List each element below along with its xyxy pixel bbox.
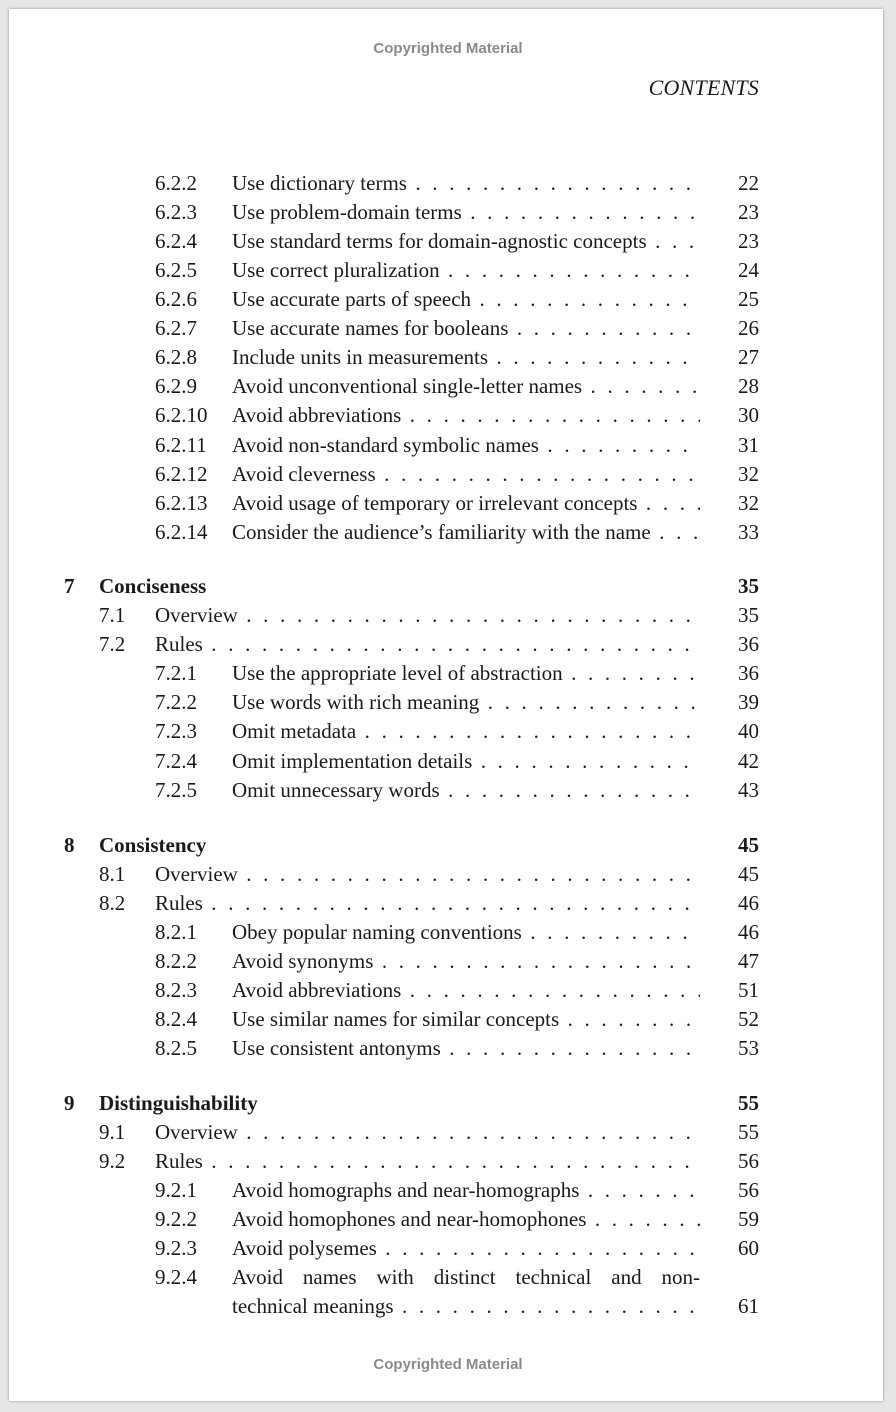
- toc-page-number: 59: [738, 1207, 759, 1231]
- copyright-notice-top: Copyrighted Material: [373, 40, 523, 57]
- toc-page-number: 30: [738, 403, 759, 427]
- toc-title: [232, 227, 700, 256]
- toc-section: [0, 1147, 896, 1176]
- toc-title-text: Include units in measurements: [232, 345, 489, 369]
- toc-number: 6.2.5: [155, 258, 197, 282]
- toc-number: 6.2.11: [155, 433, 207, 457]
- toc-title-text: Conciseness: [99, 574, 207, 598]
- toc-title-text: Avoid names with distinct technical and non-: [232, 1265, 700, 1289]
- toc-title: [232, 256, 700, 285]
- toc-title: [232, 717, 700, 746]
- toc-page-number: 24: [738, 258, 759, 282]
- toc-page-number: 26: [738, 316, 759, 340]
- toc-page-number: 36: [738, 632, 759, 656]
- toc-title: [232, 518, 700, 547]
- toc-title-text: Consider the audience’s familiarity with the name: [232, 520, 651, 544]
- toc-title: [232, 401, 700, 430]
- toc-title-text: Use dictionary terms: [232, 171, 407, 195]
- toc-page-number: 25: [738, 287, 759, 311]
- toc-number: 6.2.9: [155, 374, 197, 398]
- toc-title-text: Use consistent antonyms: [232, 1036, 441, 1060]
- toc-title-text: Consistency: [99, 833, 207, 857]
- toc-title-text: Use similar names for similar concepts: [232, 1007, 560, 1031]
- toc-number: 7: [64, 574, 75, 598]
- toc-page-number: 46: [738, 920, 759, 944]
- toc-title-text: Avoid homophones and near-homophones: [232, 1207, 587, 1231]
- toc-number: 6.2.10: [155, 403, 208, 427]
- toc-page-number: 42: [738, 749, 759, 773]
- toc-number: 7.2.3: [155, 719, 197, 743]
- toc-subsection: [0, 518, 896, 547]
- toc-subsection: [0, 1034, 896, 1063]
- toc-page-number: 55: [738, 1091, 759, 1115]
- toc-subsection: [0, 918, 896, 947]
- toc-page-number: 56: [738, 1149, 759, 1173]
- toc-number: 6.2.8: [155, 345, 197, 369]
- toc-title: [232, 947, 700, 976]
- toc-title-text: Avoid usage of temporary or irrelevant concepts: [232, 491, 638, 515]
- toc-page-number: 32: [738, 491, 759, 515]
- toc-title-continuation: [232, 1292, 700, 1321]
- toc-page-number: 27: [738, 345, 759, 369]
- toc-section: [0, 630, 896, 659]
- toc-page-number: 45: [738, 862, 759, 886]
- toc-title: [232, 1034, 700, 1063]
- toc-number: 6.2.7: [155, 316, 197, 340]
- toc-title: [155, 1147, 700, 1176]
- toc-page-number: 43: [738, 778, 759, 802]
- toc-number: 9: [64, 1091, 75, 1115]
- toc-title: [232, 1263, 700, 1292]
- toc-title-text: Omit metadata: [232, 719, 357, 743]
- toc-subsection: [0, 1005, 896, 1034]
- toc-subsection: [0, 314, 896, 343]
- toc-title: [232, 918, 700, 947]
- toc-title: [99, 572, 206, 601]
- toc-title-text: Distinguishability: [99, 1091, 258, 1115]
- toc-title-text: Use words with rich meaning: [232, 690, 480, 714]
- toc-title-text: Use standard terms for domain-agnostic concepts: [232, 229, 647, 253]
- toc-title-text: Avoid abbreviations: [232, 978, 402, 1002]
- toc-section: [0, 889, 896, 918]
- toc-page-number: 39: [738, 690, 759, 714]
- toc-number: 8.2.2: [155, 949, 197, 973]
- toc-title: [232, 1005, 700, 1034]
- toc-subsection: [0, 431, 896, 460]
- toc-title-text: Avoid polysemes: [232, 1236, 377, 1260]
- toc-page-number: 36: [738, 661, 759, 685]
- toc-subsection: [0, 343, 896, 372]
- toc-chapter: [0, 572, 896, 601]
- toc-title-text: Use accurate parts of speech: [232, 287, 472, 311]
- toc-number: 7.2.4: [155, 749, 197, 773]
- toc-title: [155, 1118, 700, 1147]
- toc-page-number: 35: [738, 574, 759, 598]
- toc-number: 7.2.5: [155, 778, 197, 802]
- toc-title: [232, 169, 700, 198]
- toc-number: 8.2.5: [155, 1036, 197, 1060]
- toc-page-number: 46: [738, 891, 759, 915]
- toc-subsection: [0, 285, 896, 314]
- toc-number: 8.2.1: [155, 920, 197, 944]
- toc-number: 8.2: [99, 891, 126, 915]
- toc-subsection-continuation: [0, 1292, 896, 1321]
- toc-title-text: Avoid abbreviations: [232, 403, 402, 427]
- toc-subsection: [0, 659, 896, 688]
- toc-title: [232, 460, 700, 489]
- toc-subsection: [0, 460, 896, 489]
- toc-title: [232, 747, 700, 776]
- toc-chapter: [0, 831, 896, 860]
- toc-title-text: Rules: [155, 632, 203, 656]
- toc-subsection: [0, 489, 896, 518]
- toc-page-number: 23: [738, 229, 759, 253]
- toc-title: [232, 688, 700, 717]
- toc-title: [155, 889, 700, 918]
- toc-title: [99, 1089, 258, 1118]
- toc-page-number: 45: [738, 833, 759, 857]
- toc-title: [155, 601, 700, 630]
- toc-page-number: 51: [738, 978, 759, 1002]
- toc-title-text: Avoid synonyms: [232, 949, 374, 973]
- toc-number: 6.2.3: [155, 200, 197, 224]
- toc-page-number: 52: [738, 1007, 759, 1031]
- toc-section: [0, 1118, 896, 1147]
- toc-subsection: [0, 776, 896, 805]
- toc-title-text: Rules: [155, 891, 203, 915]
- toc-number: 9.2.2: [155, 1207, 197, 1231]
- toc-title-text: Avoid cleverness: [232, 462, 376, 486]
- toc-title-text: Use accurate names for booleans: [232, 316, 509, 340]
- toc-subsection: [0, 1263, 896, 1292]
- toc-title: [232, 314, 700, 343]
- toc-number: 6.2.6: [155, 287, 197, 311]
- toc-number: 8.2.3: [155, 978, 197, 1002]
- toc-number: 9.1: [99, 1120, 126, 1144]
- toc-title: [232, 431, 700, 460]
- toc-page-number: 55: [738, 1120, 759, 1144]
- toc-page-number: 40: [738, 719, 759, 743]
- toc-title: [232, 659, 700, 688]
- toc-page-number: 47: [738, 949, 759, 973]
- toc-title: [232, 372, 700, 401]
- toc-page-number: 35: [738, 603, 759, 627]
- running-head: CONTENTS: [648, 75, 759, 100]
- toc-number: 6.2.4: [155, 229, 197, 253]
- toc-page-number: 32: [738, 462, 759, 486]
- toc-number: 9.2: [99, 1149, 126, 1173]
- toc-subsection: [0, 976, 896, 1005]
- toc-title: [232, 198, 700, 227]
- toc-title: [232, 489, 700, 518]
- toc-title: [232, 776, 700, 805]
- toc-number: 9.2.1: [155, 1178, 197, 1202]
- toc-number: 6.2.12: [155, 462, 208, 486]
- toc-title: [232, 1176, 700, 1205]
- toc-section: [0, 601, 896, 630]
- toc-title-text: Overview: [155, 862, 238, 886]
- toc-subsection: [0, 401, 896, 430]
- toc-title-text: Use problem-domain terms: [232, 200, 462, 224]
- toc-page-number: 23: [738, 200, 759, 224]
- toc-title-text: Overview: [155, 1120, 238, 1144]
- toc-number: 6.2.13: [155, 491, 208, 515]
- toc-number: 7.2.2: [155, 690, 197, 714]
- toc-number: 7.2: [99, 632, 126, 656]
- toc-subsection: [0, 256, 896, 285]
- toc-title-text: Rules: [155, 1149, 203, 1173]
- toc-title: [232, 976, 700, 1005]
- toc-title-text: Obey popular naming conventions: [232, 920, 522, 944]
- toc-subsection: [0, 227, 896, 256]
- toc-chapter: [0, 1089, 896, 1118]
- toc-title: [232, 285, 700, 314]
- toc-title: [232, 1205, 700, 1234]
- toc-number: 9.2.3: [155, 1236, 197, 1260]
- toc-subsection: [0, 688, 896, 717]
- toc-subsection: [0, 1205, 896, 1234]
- toc-title-text: Use the appropriate level of abstraction: [232, 661, 563, 685]
- toc-page-number: 28: [738, 374, 759, 398]
- toc-page-number: 56: [738, 1178, 759, 1202]
- toc-number: 7.2.1: [155, 661, 197, 685]
- toc-page-number: 61: [738, 1294, 759, 1318]
- toc-subsection: [0, 372, 896, 401]
- toc-number: 8.2.4: [155, 1007, 197, 1031]
- toc-title-text: Omit unnecessary words: [232, 778, 440, 802]
- toc-title-text: Avoid unconventional single-letter names: [232, 374, 583, 398]
- toc-subsection: [0, 169, 896, 198]
- toc-section: [0, 860, 896, 889]
- toc-number: 6.2.2: [155, 171, 197, 195]
- toc-subsection: [0, 947, 896, 976]
- toc-subsection: [0, 747, 896, 776]
- toc-title: [155, 630, 700, 659]
- toc-title-text: Omit implementation details: [232, 749, 473, 773]
- toc-page-number: 53: [738, 1036, 759, 1060]
- toc-subsection: [0, 198, 896, 227]
- toc-number: 8: [64, 833, 75, 857]
- toc-title: [155, 860, 700, 889]
- toc-title: [232, 343, 700, 372]
- toc-title: [232, 1234, 700, 1263]
- toc-page-number: 22: [738, 171, 759, 195]
- toc-subsection: [0, 1176, 896, 1205]
- toc-number: 6.2.14: [155, 520, 208, 544]
- toc-title-continuation-text: technical meanings: [232, 1294, 394, 1318]
- toc-title-text: Overview: [155, 603, 238, 627]
- toc-title: [99, 831, 206, 860]
- toc-page-number: 33: [738, 520, 759, 544]
- toc-number: 7.1: [99, 603, 126, 627]
- toc-number: 8.1: [99, 862, 126, 886]
- toc-title-text: Use correct pluralization: [232, 258, 440, 282]
- toc-subsection: [0, 1234, 896, 1263]
- toc-subsection: [0, 717, 896, 746]
- toc-title-text: Avoid non-standard symbolic names: [232, 433, 539, 457]
- toc-title-text: Avoid homographs and near-homographs: [232, 1178, 580, 1202]
- toc-number: 9.2.4: [155, 1265, 197, 1289]
- toc-page-number: 31: [738, 433, 759, 457]
- copyright-notice-bottom: Copyrighted Material: [373, 1356, 523, 1373]
- toc-page-number: 60: [738, 1236, 759, 1260]
